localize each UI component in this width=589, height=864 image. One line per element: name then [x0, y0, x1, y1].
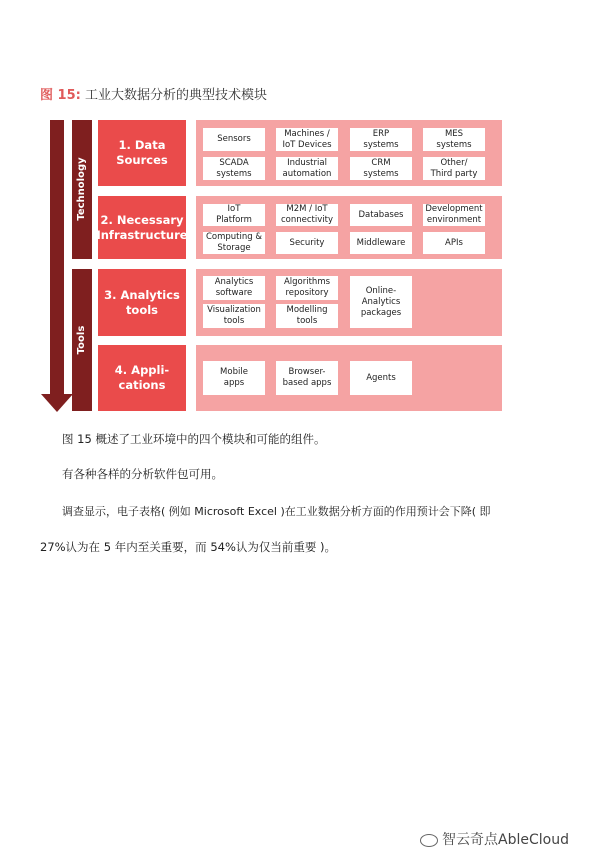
component-box: MES systems	[423, 128, 485, 151]
figure-caption: 工业大数据分析的典型技术模块	[84, 88, 267, 103]
component-box: ERP systems	[350, 128, 412, 151]
category-data-sources: 1. Data Sources	[98, 120, 186, 186]
component-box: IoT Platform	[203, 204, 265, 226]
tools-label: Tools	[76, 325, 87, 355]
component-box: Agents	[350, 361, 412, 395]
technology-label: Technology	[76, 157, 87, 221]
figure-title	[40, 84, 267, 103]
component-box: Modelling tools	[276, 304, 338, 328]
component-box: Visualization tools	[203, 304, 265, 328]
category-analytics-tools: 3. Analytics tools	[98, 269, 186, 336]
component-box: APIs	[423, 232, 485, 254]
watermark	[420, 829, 569, 849]
flow-arrow-shaft	[50, 120, 64, 396]
component-box: CRM systems	[350, 157, 412, 180]
down-arrow-icon	[41, 394, 73, 412]
component-box: Analytics software	[203, 276, 265, 300]
component-box: Browser- based apps	[276, 361, 338, 395]
component-box: Mobile apps	[203, 361, 265, 395]
category-necessary-infrastructure: 2. Necessary Infrastructure	[98, 196, 186, 259]
watermark-text: 智云奇点AbleCloud	[442, 832, 569, 848]
paragraph-4: 27%认为在 5 年内至关重要，而 54%认为仅当前重要 )。	[40, 540, 337, 554]
component-box: Online- Analytics packages	[350, 276, 412, 328]
component-box: Sensors	[203, 128, 265, 151]
paragraph-2: 有各种各样的分析软件包可用。	[62, 467, 223, 481]
component-box: Industrial automation	[276, 157, 338, 180]
component-box: Computing & Storage	[203, 232, 265, 254]
paragraph-3: 调查显示，电子表格( 例如 Microsoft Excel )在工业数据分析方面的作用预计会下降( 即	[62, 505, 491, 518]
category-applications: 4. Appli- cations	[98, 345, 186, 411]
component-box: Development environment	[423, 204, 485, 226]
wechat-icon	[420, 834, 438, 847]
component-box: SCADA systems	[203, 157, 265, 180]
component-box: Machines / IoT Devices	[276, 128, 338, 151]
paragraph-1: 图 15 概述了工业环境中的四个模块和可能的组件。	[62, 432, 326, 446]
component-box: Security	[276, 232, 338, 254]
figure-number: 图 15:	[40, 88, 81, 103]
component-box: Other/ Third party	[423, 157, 485, 180]
component-box: Algorithms repository	[276, 276, 338, 300]
component-box: Middleware	[350, 232, 412, 254]
component-box: M2M / IoT connectivity	[276, 204, 338, 226]
component-box: Databases	[350, 204, 412, 226]
